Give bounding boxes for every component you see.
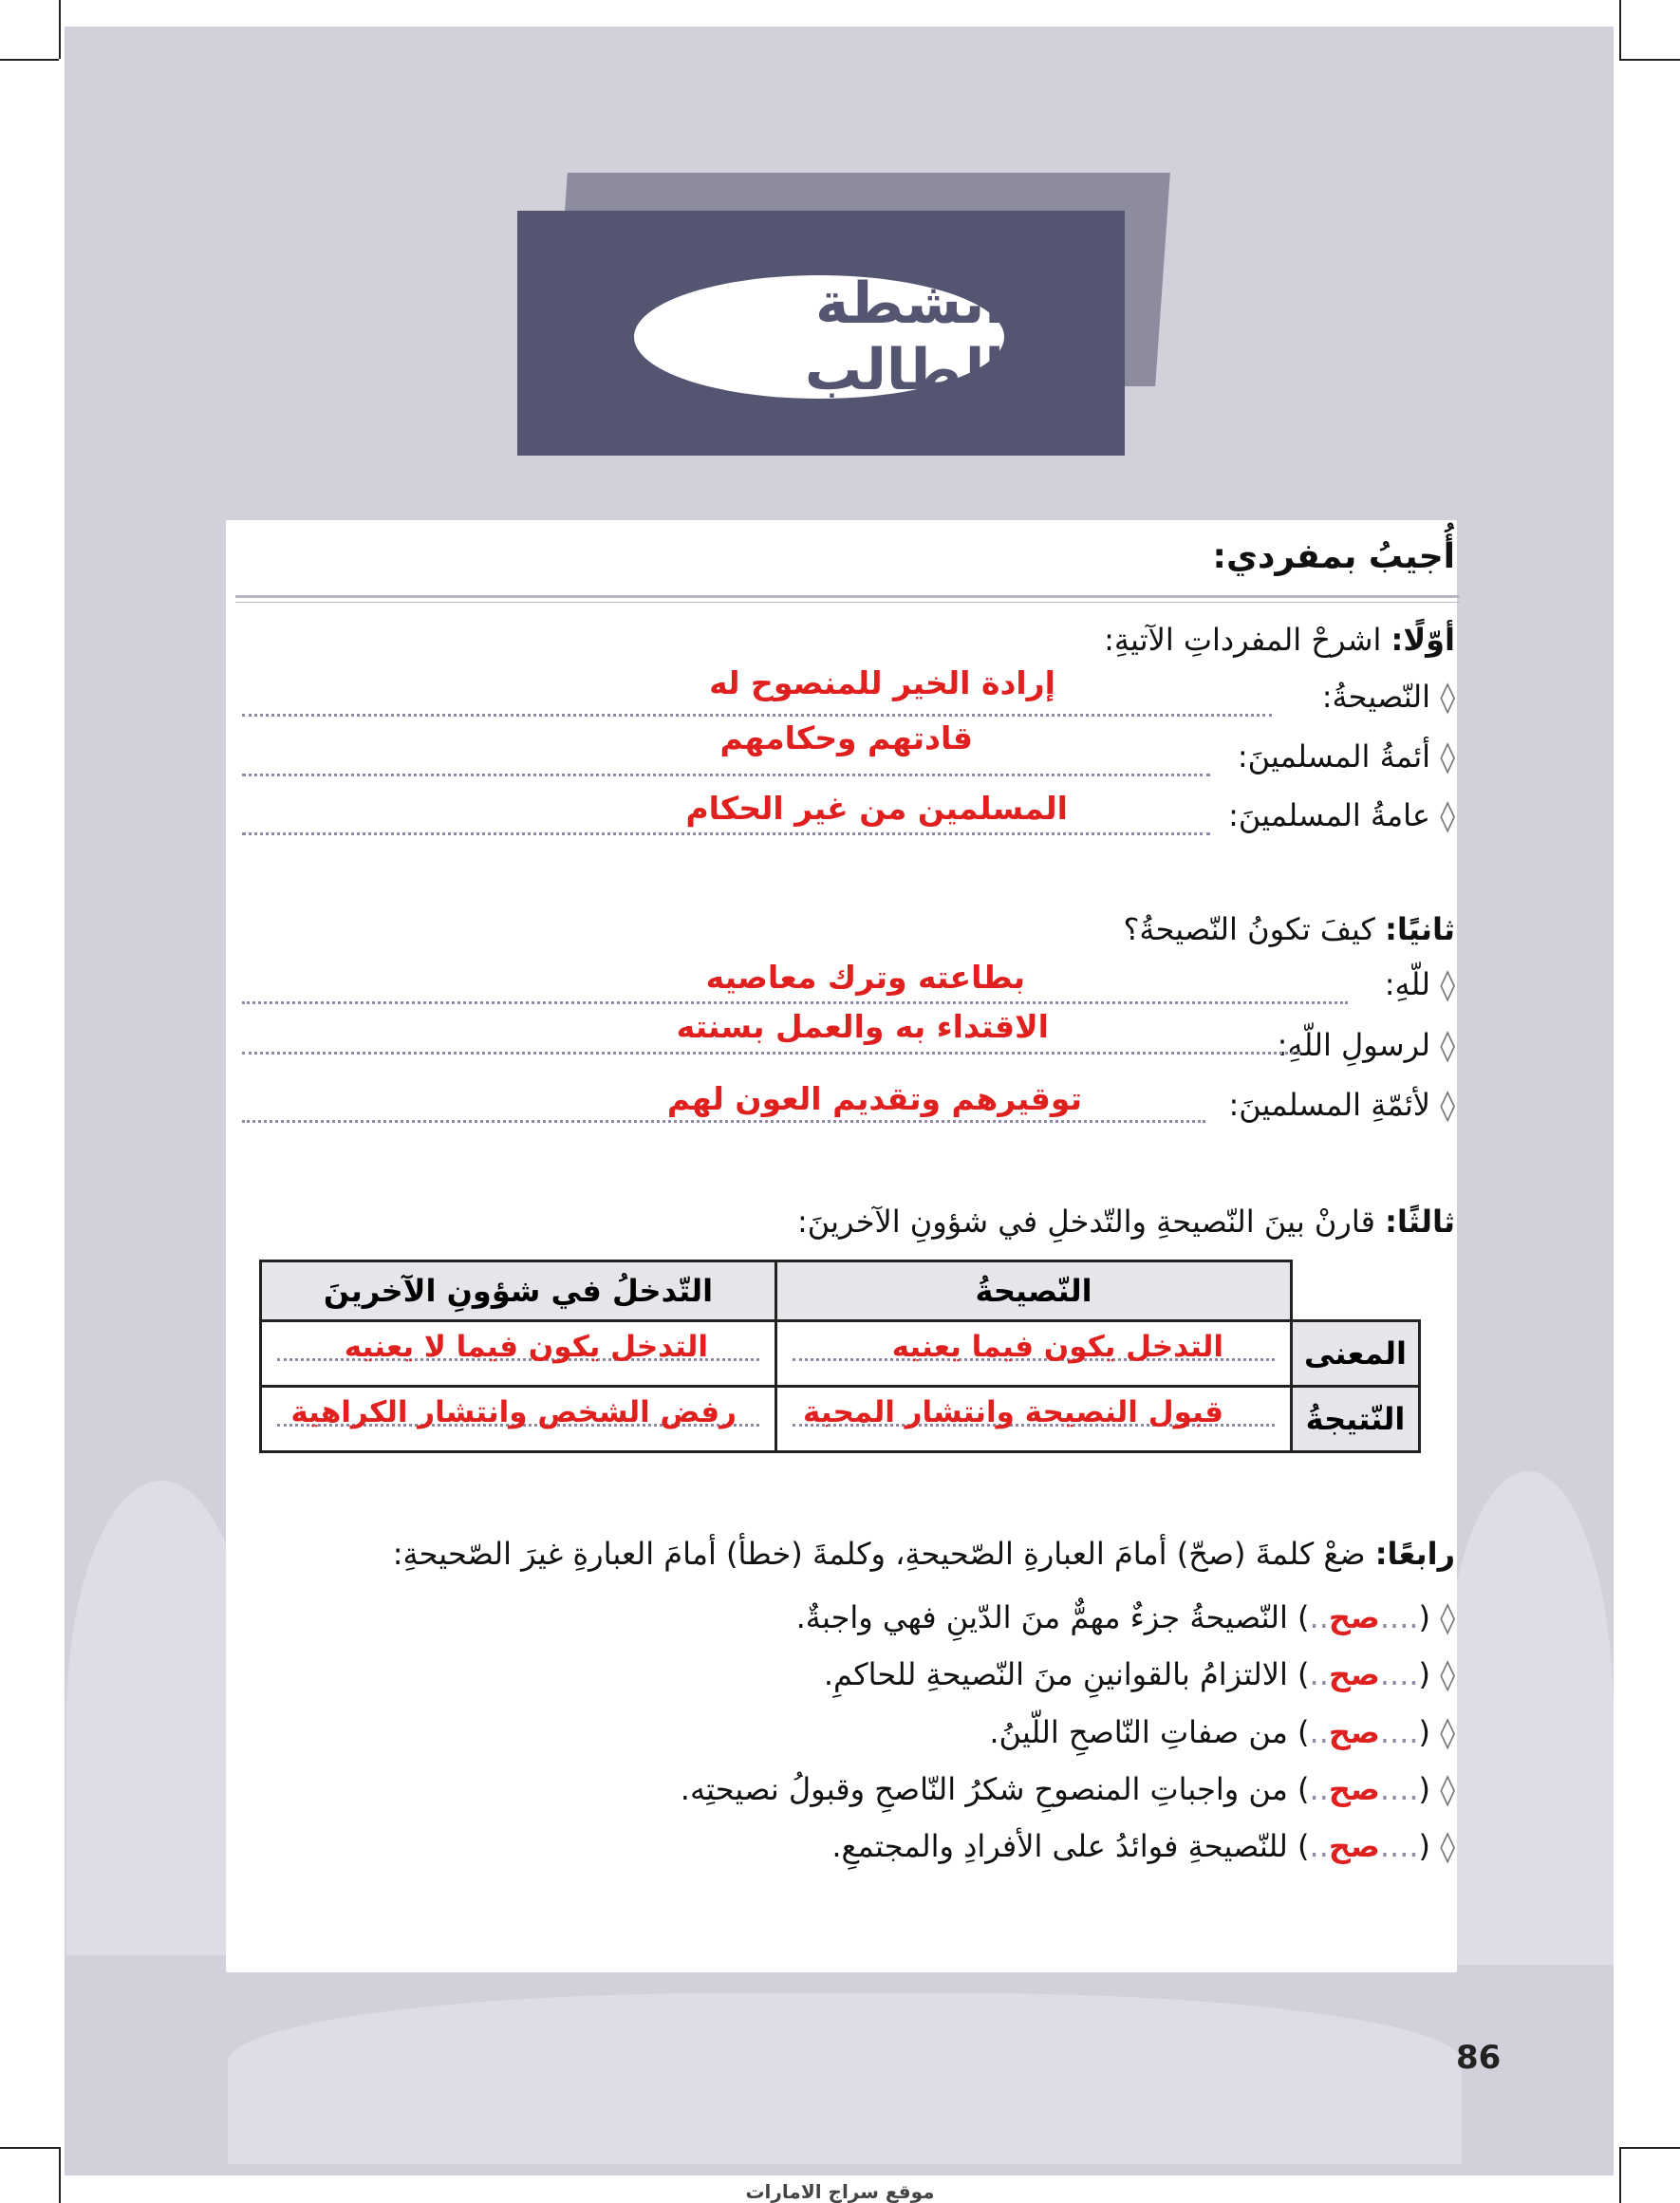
section-heading: أُجيبُ بمفردي: [1212,537,1455,576]
question-2-prompt: كيفَ تكونُ النّصيحةُ؟ [1123,911,1375,947]
table-header-advice: النّصيحةُ [776,1261,1292,1321]
q4-item: ◊ (....صح..) من واجباتِ المنصوحِ شكرُ النّاصحِ وقبولُ نصيحتِه. [680,1771,1455,1807]
q2-term: للّهِ: [1384,966,1431,1002]
diamond-bullet-icon: ◊ [1440,1599,1455,1635]
q4-answer: صح [1328,1599,1380,1635]
q1-answer: قادتهم وحكامهم [719,719,973,756]
answer-line [242,1001,1348,1004]
q2-answer: توقيرهم وتقديم العون لهم [666,1080,1082,1117]
diamond-bullet-icon: ◊ [1440,1714,1455,1750]
table-cell [776,1321,1292,1387]
answer-line [242,1120,1205,1123]
table-cell [776,1387,1292,1452]
question-3-label: ثالثًا: [1385,1204,1455,1240]
q4-statement: ) النّصيحةُ جزءٌ مهمٌّ منَ الدّينِ فهي واجبةٌ. [795,1599,1310,1635]
heading-divider [235,602,1460,603]
question-2 [1123,911,1455,947]
q4-item: ◊ (....صح..) النّصيحةُ جزءٌ مهمٌّ منَ الدّينِ فهي واجبةٌ. [795,1599,1455,1635]
q1-item [1238,738,1455,775]
answer-line [242,774,1210,776]
q4-item: ◊ (....صح..) الالتزامُ بالقوانينِ منَ النّصيحةِ للحاكمِ. [823,1656,1455,1692]
q2-term: لأئمّةِ المسلمينَ: [1228,1087,1431,1123]
q4-statement: ) للنّصيحةِ فوائدُ على الأفرادِ والمجتمعِ. [831,1828,1310,1864]
q2-answer: الاقتداء به والعمل بسنته [676,1008,1049,1045]
q1-item [1228,797,1455,833]
question-4-label: رابعًا: [1374,1536,1455,1572]
table-corner [1292,1261,1420,1321]
q4-item: ◊ (....صح..) من صفاتِ النّاصحِ اللّينُ. [989,1714,1455,1750]
table-row-label: النّتيجةُ [1292,1387,1420,1452]
crop-mark [1619,59,1680,61]
answer-line [242,714,1272,717]
question-4-prompt: ضعْ كلمةَ (صحّ) أمامَ العبارةِ الصّحيحةِ، وكلمةَ (خطأ) أمامَ العبارةِ غيرَ الصّحيحةِ: [392,1536,1366,1572]
q2-item [1228,1087,1455,1123]
question-1-label: أوّلًا: [1391,622,1455,658]
table-cell-answer: قبول النصيحة وانتشار المحبة [803,1395,1223,1429]
q1-item [1322,679,1455,715]
comparison-table [259,1260,1421,1453]
diamond-bullet-icon: ◊ [1440,679,1455,715]
q4-answer: صح [1328,1714,1380,1750]
question-3-prompt: قارنْ بينَ النّصيحةِ والتّدخلِ في شؤونِ الآخرينَ: [796,1204,1375,1240]
diamond-bullet-icon: ◊ [1440,1027,1455,1063]
diamond-bullet-icon: ◊ [1440,738,1455,775]
diamond-bullet-icon: ◊ [1440,966,1455,1002]
q4-answer: صح [1328,1828,1380,1864]
question-1 [1104,622,1455,658]
question-2-label: ثانيًا: [1385,911,1455,947]
diamond-bullet-icon: ◊ [1440,1087,1455,1123]
q2-item [1278,1027,1455,1063]
table-row-label: المعنى [1292,1321,1420,1387]
question-3 [797,1204,1455,1240]
table-cell-answer: التدخل يكون فيما لا يعنيه [344,1330,708,1364]
floral-decoration [1443,1471,1614,1965]
floral-decoration [228,1993,1462,2164]
table-cell-answer: التدخل يكون فيما يعنيه [891,1330,1223,1364]
page-title: أنشطة الطالب [804,271,1004,403]
q4-item: ◊ (....صح..) للنّصيحةِ فوائدُ على الأفرادِ والمجتمعِ. [831,1828,1455,1864]
diamond-bullet-icon: ◊ [1440,1656,1455,1692]
q4-statement: ) من صفاتِ النّاصحِ اللّينُ. [989,1714,1310,1750]
q4-answer: صح [1328,1656,1380,1692]
crop-mark [1619,2147,1680,2149]
heading-divider [235,595,1460,598]
q4-answer: صح [1328,1771,1380,1807]
table-cell [261,1387,776,1452]
crop-mark [59,0,61,59]
q1-term: أئمةُ المسلمينَ: [1237,738,1431,775]
page-number: 86 [1456,2039,1502,2077]
question-4 [393,1536,1455,1572]
question-1-prompt: اشرحْ المفرداتِ الآتيةِ: [1104,622,1382,658]
q4-statement: ) الالتزامُ بالقوانينِ منَ النّصيحةِ للحاكمِ. [823,1656,1310,1692]
q1-term: النّصيحةُ: [1321,679,1431,715]
answer-line [242,1052,1300,1055]
diamond-bullet-icon: ◊ [1440,1771,1455,1807]
table-cell [261,1321,776,1387]
q1-answer: المسلمين من غير الحكام [685,790,1068,827]
diamond-bullet-icon: ◊ [1440,1828,1455,1864]
table-cell-answer: رفض الشخص وانتشار الكراهية [290,1395,737,1429]
footer-watermark: موقع سراج الامارات [745,2180,935,2203]
crop-mark [1619,0,1621,59]
q1-answer: إرادة الخير للمنصوح له [709,664,1055,701]
table-header-interference: التّدخلُ في شؤونِ الآخرينَ [261,1261,776,1321]
q2-item [1385,966,1455,1002]
q2-answer: بطاعته وترك معاصيه [705,959,1025,996]
crop-mark [0,59,59,61]
crop-mark [0,2147,59,2149]
diamond-bullet-icon: ◊ [1440,797,1455,833]
q4-statement: ) من واجباتِ المنصوحِ شكرُ النّاصحِ وقبولُ نصيحتِه. [680,1771,1310,1807]
title-badge [634,271,1004,403]
q1-term: عامةُ المسلمينَ: [1228,797,1431,833]
q2-term: لرسولِ اللّهِ: [1277,1027,1431,1063]
answer-line [242,832,1210,835]
